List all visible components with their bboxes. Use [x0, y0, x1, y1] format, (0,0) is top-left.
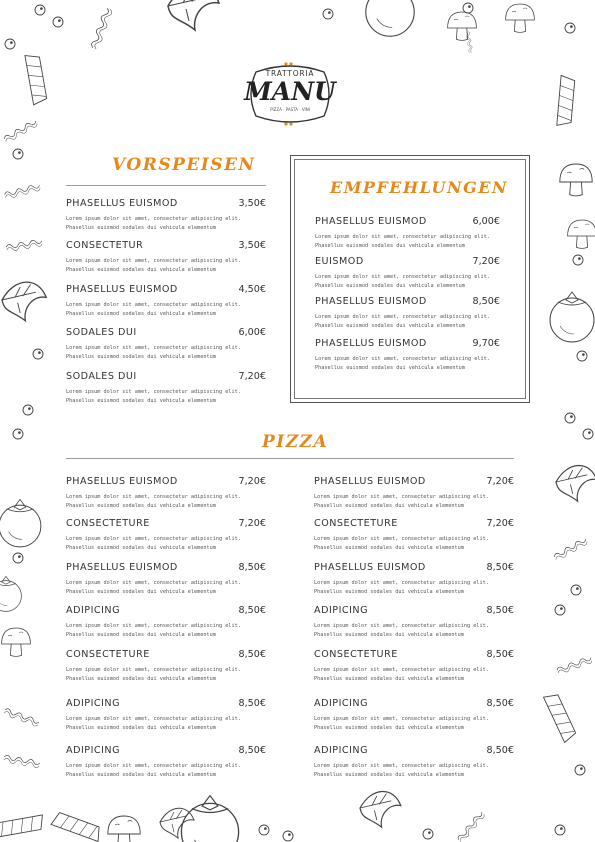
item-name: PHASELLUS EUISMOD [315, 216, 427, 227]
empfehlungen-title: EMPFEHLUNGEN [330, 178, 509, 197]
pizza-title: PIZZA [262, 432, 329, 452]
menu-item [315, 256, 500, 296]
logo-top-text: TRATTORIA [265, 69, 315, 78]
item-name: PHASELLUS EUISMOD [315, 338, 427, 349]
item-name: ADIPICING [66, 605, 121, 616]
item-description: Lorem ipsum dolor sit amet, consectetur adipiscing elit. Phasellus euismod sodales dui vehicula elementum [314, 716, 489, 731]
item-description: Lorem ipsum dolor sit amet, consectetur adipiscing elit. Phasellus euismod sodales dui vehicula elementum [315, 356, 490, 371]
item-price: 6,00€ [472, 216, 500, 227]
menu-item [66, 605, 266, 645]
item-name: SODALES DUI [66, 327, 137, 338]
item-name: ADIPICING [66, 698, 121, 709]
menu-item [314, 605, 514, 645]
item-description: Lorem ipsum dolor sit amet, consectetur adipiscing elit. Phasellus euismod sodales dui vehicula elementum [66, 302, 241, 317]
item-description: Lorem ipsum dolor sit amet, consectetur adipiscing elit. Phasellus euismod sodales dui vehicula elementum [66, 494, 241, 509]
menu-item [66, 745, 266, 785]
item-name: ADIPICING [314, 605, 369, 616]
item-description: Lorem ipsum dolor sit amet, consectetur adipiscing elit. Phasellus euismod sodales dui vehicula elementum [315, 234, 490, 249]
menu-item [66, 476, 266, 516]
menu-item [66, 371, 266, 411]
item-price: 8,50€ [486, 605, 514, 616]
item-description: Lorem ipsum dolor sit amet, consectetur adipiscing elit. Phasellus euismod sodales dui vehicula elementum [314, 494, 489, 509]
item-price: 4,50€ [238, 284, 266, 295]
item-name: PHASELLUS EUISMOD [66, 476, 178, 487]
pizza-divider [66, 458, 514, 459]
item-description: Lorem ipsum dolor sit amet, consectetur adipiscing elit. Phasellus euismod sodales dui vehicula elementum [66, 258, 241, 273]
item-description: Lorem ipsum dolor sit amet, consectetur adipiscing elit. Phasellus euismod sodales dui vehicula elementum [314, 763, 489, 778]
item-description: Lorem ipsum dolor sit amet, consectetur adipiscing elit. Phasellus euismod sodales dui vehicula elementum [66, 623, 241, 638]
menu-item [314, 698, 514, 738]
item-price: 8,50€ [238, 698, 266, 709]
item-price: 7,20€ [486, 518, 514, 529]
item-price: 8,50€ [238, 649, 266, 660]
item-price: 7,20€ [238, 476, 266, 487]
menu-item [66, 649, 266, 689]
item-description: Lorem ipsum dolor sit amet, consectetur adipiscing elit. Phasellus euismod sodales dui vehicula elementum [315, 274, 490, 289]
menu-item [66, 698, 266, 738]
item-price: 8,50€ [472, 296, 500, 307]
logo-name: MANU [244, 77, 336, 106]
vorspeisen-title: VORSPEISEN [112, 155, 256, 175]
menu-item [66, 284, 266, 324]
menu-item [314, 476, 514, 516]
item-price: 7,20€ [486, 476, 514, 487]
item-price: 6,00€ [238, 327, 266, 338]
item-price: 8,50€ [486, 698, 514, 709]
menu-item [66, 327, 266, 367]
item-name: CONSECTETURE [314, 649, 398, 660]
item-description: Lorem ipsum dolor sit amet, consectetur adipiscing elit. Phasellus euismod sodales dui vehicula elementum [314, 667, 489, 682]
item-name: SODALES DUI [66, 371, 137, 382]
item-name: ADIPICING [314, 745, 369, 756]
item-name: ADIPICING [314, 698, 369, 709]
menu-item [66, 518, 266, 558]
item-name: PHASELLUS EUISMOD [66, 198, 178, 209]
item-price: 8,50€ [238, 605, 266, 616]
item-description: Lorem ipsum dolor sit amet, consectetur adipiscing elit. Phasellus euismod sodales dui vehicula elementum [66, 345, 241, 360]
item-name: PHASELLUS EUISMOD [66, 562, 178, 573]
menu-item [315, 296, 500, 336]
item-price: 8,50€ [486, 649, 514, 660]
item-description: Lorem ipsum dolor sit amet, consectetur adipiscing elit. Phasellus euismod sodales dui vehicula elementum [66, 580, 241, 595]
item-description: Lorem ipsum dolor sit amet, consectetur adipiscing elit. Phasellus euismod sodales dui vehicula elementum [314, 623, 489, 638]
item-name: PHASELLUS EUISMOD [66, 284, 178, 295]
item-name: CONSECTETURE [66, 518, 150, 529]
item-price: 8,50€ [238, 562, 266, 573]
item-price: 8,50€ [486, 562, 514, 573]
item-description: Lorem ipsum dolor sit amet, consectetur adipiscing elit. Phasellus euismod sodales dui vehicula elementum [314, 580, 489, 595]
item-price: 8,50€ [238, 745, 266, 756]
item-description: Lorem ipsum dolor sit amet, consectetur adipiscing elit. Phasellus euismod sodales dui vehicula elementum [66, 389, 241, 404]
item-price: 7,20€ [238, 518, 266, 529]
item-name: PHASELLUS EUISMOD [315, 296, 427, 307]
item-name: CONSECTETURE [66, 649, 150, 660]
item-price: 7,20€ [238, 371, 266, 382]
menu-item [66, 240, 266, 280]
menu-item [315, 338, 500, 378]
item-name: EUISMOD [315, 256, 364, 267]
item-price: 9,70€ [472, 338, 500, 349]
item-description: Lorem ipsum dolor sit amet, consectetur adipiscing elit. Phasellus euismod sodales dui vehicula elementum [315, 314, 490, 329]
item-name: CONSECTETUR [66, 240, 144, 251]
item-description: Lorem ipsum dolor sit amet, consectetur adipiscing elit. Phasellus euismod sodales dui vehicula elementum [66, 763, 241, 778]
item-description: Lorem ipsum dolor sit amet, consectetur adipiscing elit. Phasellus euismod sodales dui vehicula elementum [314, 536, 489, 551]
logo-tagline: PIZZA · PASTA · VINI [270, 107, 310, 112]
item-price: 7,20€ [472, 256, 500, 267]
menu-item [314, 562, 514, 602]
menu-item [66, 198, 266, 238]
item-description: Lorem ipsum dolor sit amet, consectetur adipiscing elit. Phasellus euismod sodales dui vehicula elementum [66, 667, 241, 682]
menu-item [66, 562, 266, 602]
item-price: 8,50€ [486, 745, 514, 756]
vorspeisen-divider [66, 185, 266, 186]
menu-item [314, 745, 514, 785]
item-name: PHASELLUS EUISMOD [314, 476, 426, 487]
item-name: CONSECTETURE [314, 518, 398, 529]
item-price: 3,50€ [238, 198, 266, 209]
menu-item [314, 649, 514, 689]
item-name: ADIPICING [66, 745, 121, 756]
item-name: PHASELLUS EUISMOD [314, 562, 426, 573]
item-description: Lorem ipsum dolor sit amet, consectetur adipiscing elit. Phasellus euismod sodales dui vehicula elementum [66, 716, 241, 731]
restaurant-logo [242, 62, 338, 126]
menu-item [315, 216, 500, 256]
item-price: 3,50€ [238, 240, 266, 251]
item-description: Lorem ipsum dolor sit amet, consectetur adipiscing elit. Phasellus euismod sodales dui vehicula elementum [66, 216, 241, 231]
menu-item [314, 518, 514, 558]
item-description: Lorem ipsum dolor sit amet, consectetur adipiscing elit. Phasellus euismod sodales dui vehicula elementum [66, 536, 241, 551]
